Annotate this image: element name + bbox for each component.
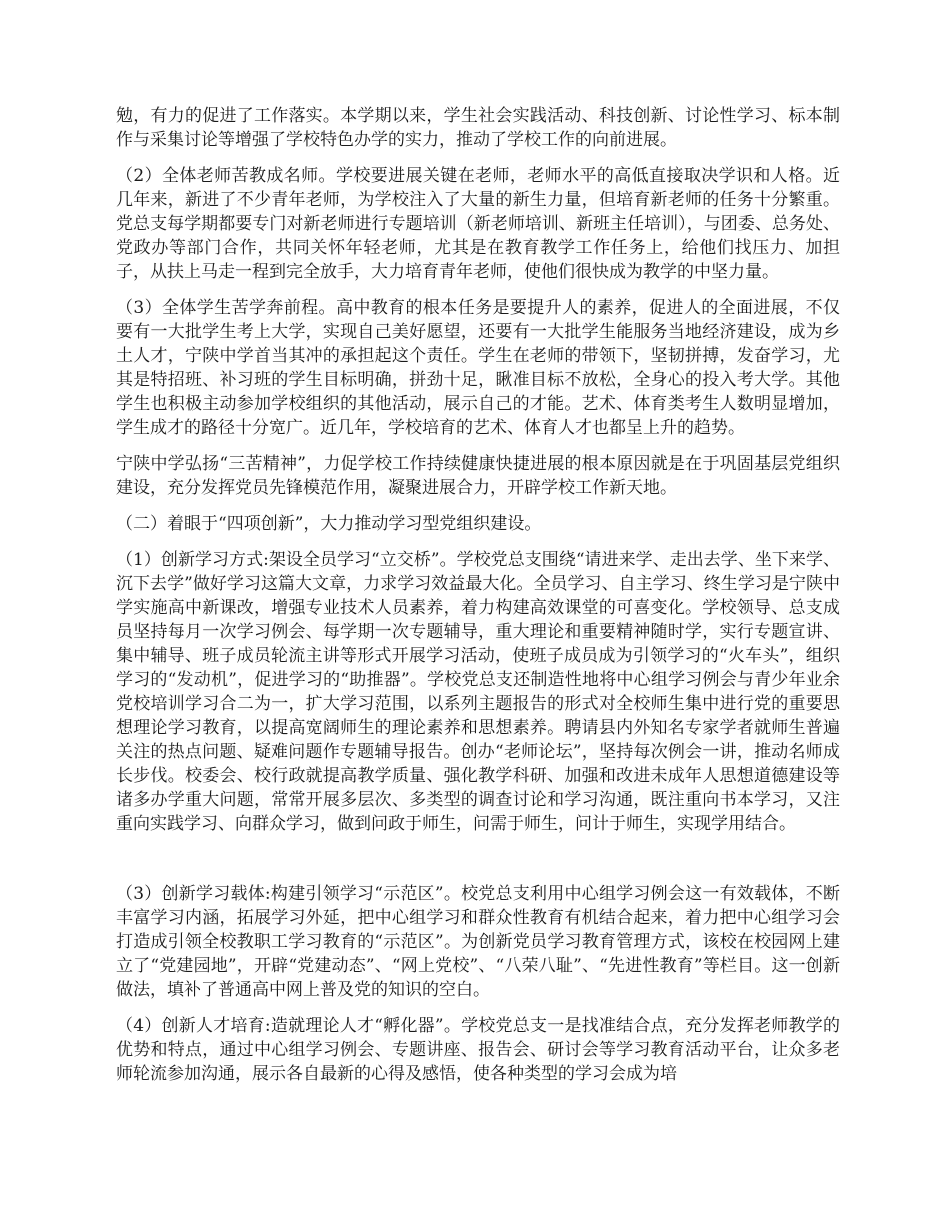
paragraph-learning-methods: （1）创新学习方式:架设全员学习“立交桥”。学校党总支围绕“请进来学、走出去学、坐下来学、沉下去学”做好学习这篇大文章，力求学习效益最大化。全员学习、自主学习、终生学习是宁陕中学实施高中新课改，增强专业技术人员素养，着力构建高效课堂的可喜变化。学校领导、总支成员坚持每月一次学习例会、每学期一次专题辅导，重大理论和重要精神随时学，实行专题宣讲、集中辅导、班子成员轮流主讲等形式开展学习活动，使班子成员成为引领学习的“火车头”，组织学习的“发动机”，促进学习的“助推器”。学校党总支还制造性地将中心组学习例会与青少年业余党校培训学习合二为一，扩大学习范围，以系列主题报告的形式对全校师生集中进行党的重要思想理论学习教育，以提高宽阔师生的理论素养和思想素养。聘请县内外知名专家学者就师生普遍关注的热点问题、疑难问题作专题辅导报告。创办“老师论坛”，坚持每次例会一讲，推动名师成长步伐。校委会、校行政就提高教学质量、强化教学科研、加强和改进未成年人思想道德建设等诸多办学重大问题，常常开展多层次、多类型的调查讨论和学习沟通，既注重向书本学习，又注重向实践学习、向群众学习，做到问政于师生，问需于师生，问计于师生，实现学用结合。 [116, 550, 840, 834]
document-body [116, 104, 840, 1098]
section-heading-four-innovations: （二）着眼于“四项创新”，大力推动学习型党组织建设。 [116, 514, 542, 534]
paragraph-three-hardships-spirit: 宁陕中学弘扬“三苦精神”，力促学校工作持续健康快捷进展的根本原因就是在于巩固基层党组织建设，充分发挥党员先锋模范作用，凝聚进展合力，开辟学校工作新天地。 [116, 454, 840, 498]
paragraph-students: （3）全体学生苦学奔前程。高中教育的根本任务是要提升人的素养，促进人的全面进展，不仅要有一大批学生考上大学，实现自己美好愿望，还要有一大批学生能服务当地经济建设，成为乡土人才，宁陕中学首当其冲的承担起这个责任。学生在老师的带领下，坚韧拼搏，发奋学习，尤其是特招班、补习班的学生目标明确，拼劲十足，瞅准目标不放松，全身心的投入考大学。其他学生也积极主动参加学校组织的其他活动，展示自己的才能。艺术、体育类考生人数明显增加，学生成才的路径十分宽广。近几年，学校培育的艺术、体育人才也都呈上升的趋势。 [116, 298, 840, 438]
paragraph-work-implementation: 勉，有力的促进了工作落实。本学期以来，学生社会实践活动、科技创新、讨论性学习、标本制作与采集讨论等增强了学校特色办学的实力，推动了学校工作的向前进展。 [116, 106, 840, 150]
paragraph-learning-carrier: （3）创新学习载体:构建引领学习“示范区”。校党总支利用中心组学习例会这一有效载体，不断丰富学习内涵，拓展学习外延，把中心组学习和群众性教育有机结合起来，着力把中心组学习会打造成引领全校教职工学习教育的“示范区”。为创新党员学习教育管理方式，该校在校园网上建立了“党建园地”，开辟“党建动态”、“网上党校”、“八荣八耻”、“先进性教育”等栏目。这一创新做法，填补了普通高中网上普及党的知识的空白。 [116, 884, 840, 1000]
paragraph-talent-cultivation: （4）创新人才培育:造就理论人才“孵化器”。学校党总支一是找准结合点，充分发挥老师教学的优势和特点，通过中心组学习例会、专题讲座、报告会、研讨会等学习教育活动平台，让众多老师轮流参加沟通，展示各自最新的心得及感悟，使各种类型的学习会成为培 [116, 1016, 840, 1084]
paragraph-teachers: （2）全体老师苦教成名师。学校要进展关键在老师，老师水平的高低直接取决学识和人格。近几年来，新进了不少青年老师，为学校注入了大量的新生力量，但培育新老师的任务十分繁重。党总支每学期都要专门对新老师进行专题培训（新老师培训、新班主任培训），与团委、总务处、党政办等部门合作，共同关怀年轻老师，尤其是在教育教学工作任务上，给他们找压力、加担子，从扶上马走一程到完全放手，大力培育青年老师，使他们很快成为教学的中坚力量。 [116, 166, 840, 282]
